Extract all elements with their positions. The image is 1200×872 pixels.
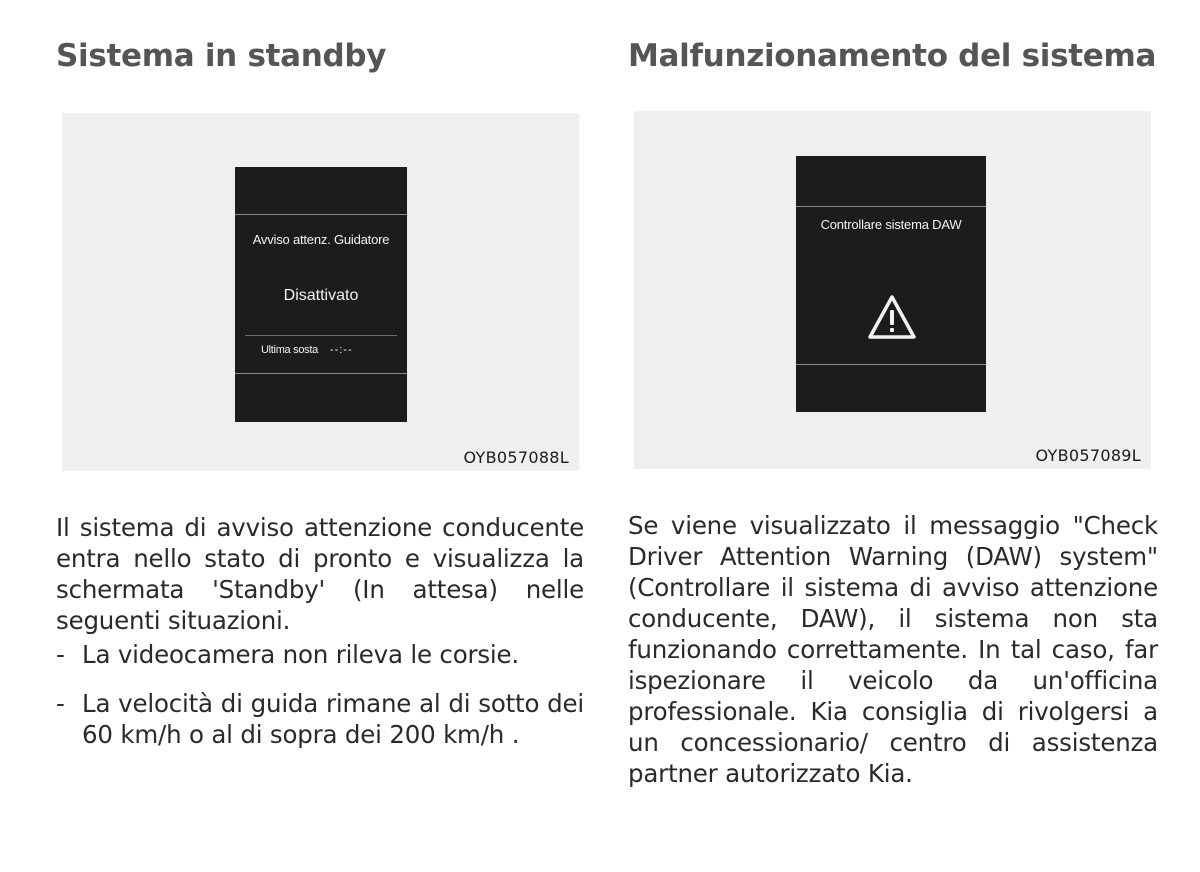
malfunction-paragraph: Se viene visualizzato il messaggio "Check Driver Attention Warning (DAW) system" (Controllare il sistema di avviso attenzione conducente, DAW), il sistema non sta funzionando correttamente. In tal caso, far ispezionare il veicolo da un'officina professionale. Kia consiglia di rivolgersi a un concessionario/ centro di assistenza partner autorizzato Kia. — [628, 511, 1158, 788]
list-item-text: La velocità di guida rimane al di sotto dei 60 km/h o al di sopra dei 200 km/h . — [82, 689, 584, 749]
divider — [245, 335, 397, 336]
figure-code: OYB057089L — [1035, 446, 1141, 465]
divider — [796, 364, 986, 365]
last-stop-row — [261, 344, 353, 356]
figure-code: OYB057088L — [463, 448, 569, 467]
last-stop-label: Ultima sosta — [261, 344, 318, 356]
bullet-marker: - — [56, 640, 65, 669]
list-item-text: La videocamera non rileva le corsie. — [82, 640, 519, 669]
display-title: Controllare sistema DAW — [820, 217, 962, 232]
cluster-display-standby — [235, 167, 407, 422]
display-title: Avviso attenz. Guidatore — [252, 232, 390, 247]
last-stop-value: --:-- — [329, 344, 353, 356]
section-heading-standby: Sistema in standby — [56, 38, 387, 74]
display-status: Disattivato — [283, 287, 359, 304]
bullet-marker: - — [56, 689, 65, 718]
warning-triangle-icon — [867, 294, 917, 340]
figure-standby — [62, 113, 579, 471]
divider — [235, 373, 407, 374]
cluster-display-malfunction — [796, 156, 986, 412]
standby-paragraph: Il sistema di avviso attenzione conducente entra nello stato di pronto e visualizza la schermata 'Standby' (In attesa) nelle seguenti situazioni. — [56, 513, 584, 635]
section-heading-malfunction: Malfunzionamento del sistema — [628, 38, 1157, 74]
divider — [796, 206, 986, 207]
figure-malfunction — [634, 111, 1151, 469]
divider — [235, 214, 407, 215]
